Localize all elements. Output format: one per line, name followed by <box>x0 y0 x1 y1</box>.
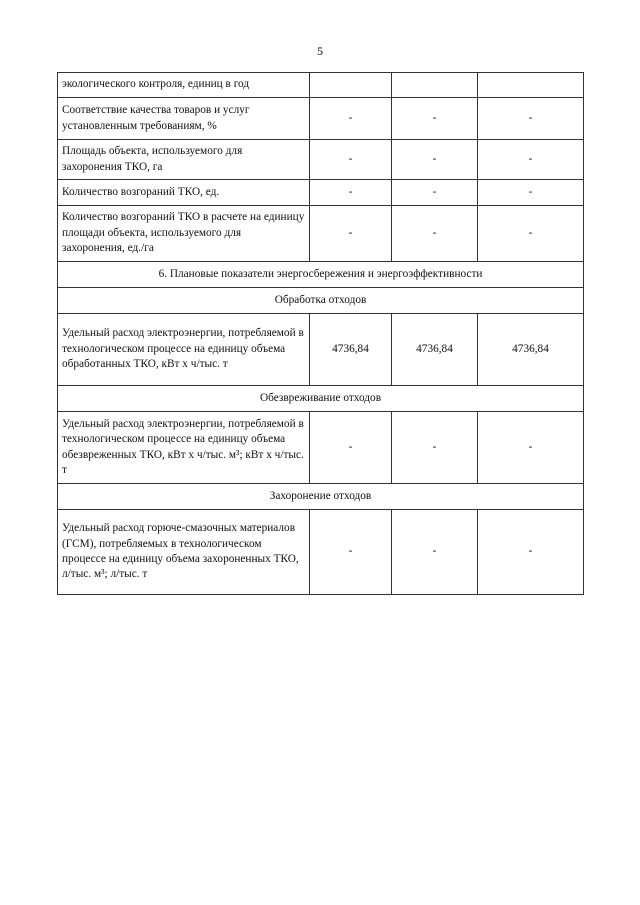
section-header-row <box>58 484 584 510</box>
indicator-value: - <box>478 412 584 484</box>
indicator-label: Соответствие качества товаров и услуг установленным требованиям, % <box>58 98 310 140</box>
indicator-label: Удельный расход горюче-смазочных материалов (ГСМ), потребляемых в технологическом процессе на единицу объема захороненных ТКО, л/тыс. м³; л/тыс. т <box>58 510 310 595</box>
page-number: 5 <box>317 44 323 58</box>
section-header: Обработка отходов <box>58 288 584 314</box>
table-row <box>58 180 584 206</box>
indicator-value: - <box>310 180 392 206</box>
table-row <box>58 73 584 98</box>
indicator-value <box>310 73 392 98</box>
indicator-value: - <box>310 98 392 140</box>
indicator-label: Удельный расход электроэнергии, потребляемой в технологическом процессе на единицу объема обработанных ТКО, кВт х ч/тыс. т <box>58 314 310 386</box>
table-row <box>58 206 584 262</box>
indicator-value: - <box>392 140 478 180</box>
indicators-table-body <box>58 73 584 595</box>
indicator-value: - <box>310 140 392 180</box>
table-row <box>58 412 584 484</box>
indicator-value: - <box>310 510 392 595</box>
indicator-value: - <box>392 412 478 484</box>
indicator-value: 4736,84 <box>392 314 478 386</box>
section-header-row <box>58 386 584 412</box>
section-header-row <box>58 262 584 288</box>
section-header: Обезвреживание отходов <box>58 386 584 412</box>
indicator-value <box>478 73 584 98</box>
indicator-label: экологического контроля, единиц в год <box>58 73 310 98</box>
table-row <box>58 98 584 140</box>
indicator-value: - <box>392 510 478 595</box>
section-header-row <box>58 288 584 314</box>
indicator-value: - <box>478 180 584 206</box>
indicator-label: Количество возгораний ТКО в расчете на единицу площади объекта, используемого для захоронения, ед./га <box>58 206 310 262</box>
indicator-value: - <box>392 206 478 262</box>
table-row <box>58 140 584 180</box>
section-header: 6. Плановые показатели энергосбережения и энергоэффективности <box>58 262 584 288</box>
indicator-value: - <box>392 98 478 140</box>
table-row <box>58 510 584 595</box>
indicator-value: 4736,84 <box>478 314 584 386</box>
indicator-value: 4736,84 <box>310 314 392 386</box>
table-row <box>58 314 584 386</box>
indicator-value: - <box>478 206 584 262</box>
indicator-value: - <box>310 412 392 484</box>
indicator-value: - <box>310 206 392 262</box>
indicator-value: - <box>478 510 584 595</box>
indicators-table <box>57 72 584 595</box>
indicator-value <box>392 73 478 98</box>
indicator-value: - <box>478 140 584 180</box>
indicator-label: Площадь объекта, используемого для захоронения ТКО, га <box>58 140 310 180</box>
indicator-label: Удельный расход электроэнергии, потребляемой в технологическом процессе на единицу объема обезвреженных ТКО, кВт х ч/тыс. м³; кВт х ч/тыс. т <box>58 412 310 484</box>
indicator-value: - <box>392 180 478 206</box>
section-header: Захоронение отходов <box>58 484 584 510</box>
indicator-value: - <box>478 98 584 140</box>
indicator-label: Количество возгораний ТКО, ед. <box>58 180 310 206</box>
